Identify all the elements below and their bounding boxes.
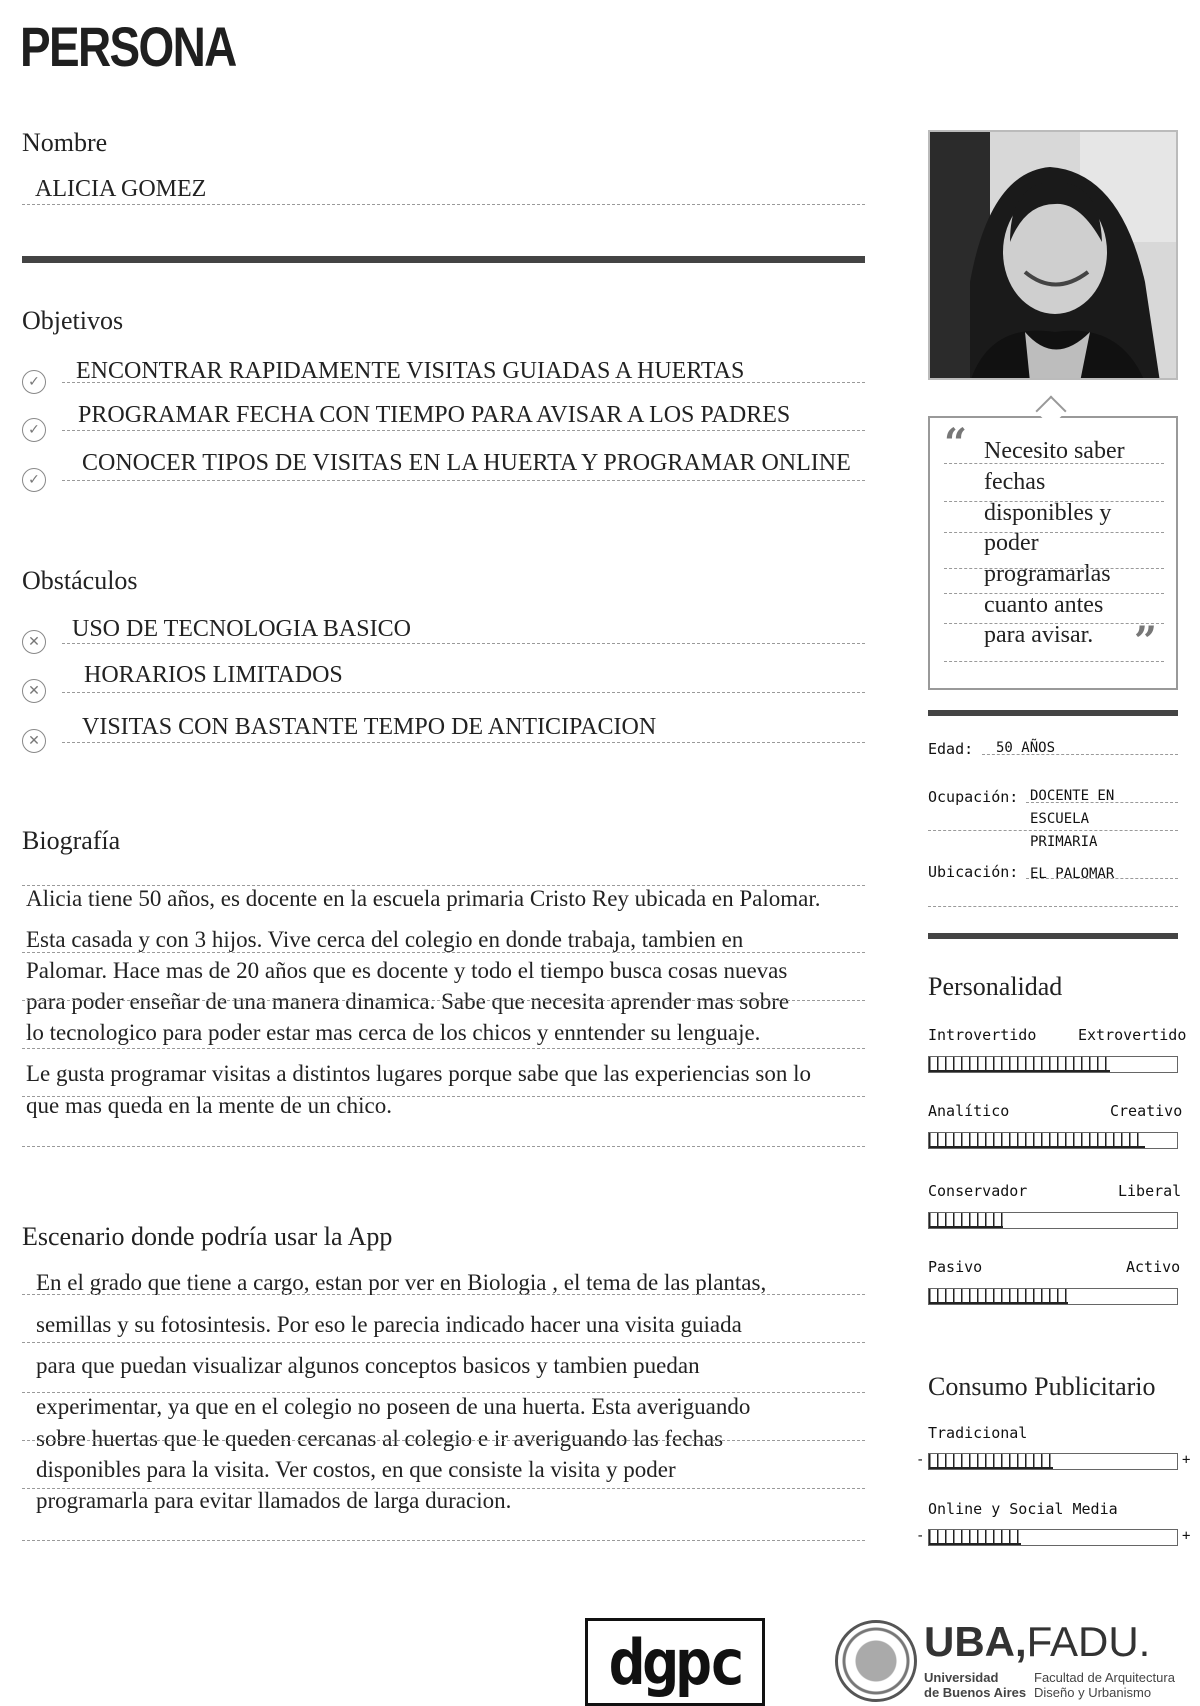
obstacle-underline xyxy=(62,643,865,644)
quote-underline xyxy=(944,661,1164,662)
occupation-underline xyxy=(928,830,1178,831)
trait-left-label: Introvertido xyxy=(928,1026,1037,1044)
bio-underline xyxy=(22,1048,865,1049)
bio-line: Palomar. Hace mas de 20 años que es docente y todo el tiempo busca cosas nuevas xyxy=(26,958,788,983)
quote-line: fechas xyxy=(984,469,1046,495)
uba-sub-line: Universidad xyxy=(924,1670,999,1685)
location-underline xyxy=(928,906,1178,907)
objective-item: PROGRAMAR FECHA CON TIEMPO PARA AVISAR A LOS PADRES xyxy=(78,402,791,428)
uba-fadu-logo xyxy=(924,1618,1150,1666)
bio-line: Esta casada y con 3 hijos. Vive cerca del colegio en donde trabaja, tambien en xyxy=(26,927,744,952)
dgpc-logo xyxy=(585,1618,765,1706)
x-icon: ✕ xyxy=(22,630,46,654)
trait-fill xyxy=(929,1289,1068,1304)
objective-underline xyxy=(62,382,865,383)
objective-item: ENCONTRAR RAPIDAMENTE VISITAS GUIADAS A HUERTAS xyxy=(76,358,745,384)
name-underline xyxy=(22,204,865,205)
bio-line: que mas queda en la mente de un chico. xyxy=(26,1093,392,1118)
quote-underline xyxy=(944,501,1164,502)
objectives-label: Objetivos xyxy=(22,306,124,335)
trait-fill xyxy=(929,1057,1110,1072)
objective-underline xyxy=(62,430,865,431)
quote-line: Necesito saber xyxy=(984,438,1125,464)
plus-label: + xyxy=(1182,1528,1191,1544)
objective-item: CONOCER TIPOS DE VISITAS EN LA HUERTA Y PROGRAMAR ONLINE xyxy=(82,450,851,476)
trait-right-label: Extrovertido xyxy=(1078,1026,1187,1044)
trait-fill xyxy=(929,1133,1145,1148)
obstacle-item: HORARIOS LIMITADOS xyxy=(84,662,343,688)
quote-line: poder xyxy=(984,530,1039,556)
quote-line: cuanto antes xyxy=(984,592,1104,618)
portrait-image xyxy=(930,132,1178,380)
open-quote-icon: “ xyxy=(944,420,968,467)
name-value: ALICIA GOMEZ xyxy=(35,176,207,202)
scenario-line: sobre huertas que le queden cercanas al colegio e ir averiguando las fechas xyxy=(36,1426,724,1451)
fadu-sub-line: Diseño y Urbanismo xyxy=(1034,1685,1152,1700)
location-label: Ubicación: xyxy=(928,863,1019,881)
trait-bar xyxy=(928,1288,1178,1305)
age-label: Edad: xyxy=(928,740,974,758)
scenario-underline xyxy=(22,1294,865,1295)
check-icon: ✓ xyxy=(22,468,46,492)
fadu-sub-line: Facultad de Arquitectura xyxy=(1034,1670,1175,1685)
channel-bar xyxy=(928,1529,1178,1546)
quote-line: disponibles y xyxy=(984,500,1112,526)
plus-label: + xyxy=(1182,1452,1191,1468)
bio-underline xyxy=(22,952,865,953)
bio-underline xyxy=(22,1000,865,1001)
check-icon: ✓ xyxy=(22,418,46,442)
location-underline xyxy=(1026,878,1178,879)
details-divider xyxy=(928,710,1178,716)
channel-bar xyxy=(928,1453,1178,1470)
scenario-underline xyxy=(22,1440,865,1441)
scenario-line: semillas y su fotosintesis. Por eso le parecia indicado hacer una visita guiada xyxy=(36,1312,742,1337)
quote-underline xyxy=(944,623,1164,624)
x-icon: ✕ xyxy=(22,729,46,753)
bio-underline xyxy=(22,1146,865,1147)
trait-left-label: Pasivo xyxy=(928,1258,983,1276)
trait-left-label: Conservador xyxy=(928,1182,1028,1200)
uba-logo-bold: UBA, xyxy=(924,1618,1027,1665)
quote-underline xyxy=(944,593,1164,594)
dgpc-logo-text: dgpc xyxy=(608,1625,742,1699)
obstacle-item: VISITAS CON BASTANTE TEMPO DE ANTICIPACION xyxy=(82,714,657,740)
name-label: Nombre xyxy=(22,128,108,157)
quote-underline xyxy=(944,568,1164,569)
scenario-underline xyxy=(22,1342,865,1343)
occupation-value: DOCENTE EN xyxy=(1030,788,1115,804)
trait-bar xyxy=(928,1056,1178,1073)
scenario-label: Escenario donde podría usar la App xyxy=(22,1222,393,1251)
trait-bar xyxy=(928,1132,1178,1149)
scenario-line: experimentar, ya que en el colegio no poseen de una huerta. Esta averiguando xyxy=(36,1394,751,1419)
occupation-label: Ocupación: xyxy=(928,788,1019,806)
section-divider xyxy=(22,256,865,263)
personality-label: Personalidad xyxy=(928,972,1063,1001)
biography-label: Biografía xyxy=(22,826,121,855)
objective-underline xyxy=(62,480,865,481)
quote-box xyxy=(928,416,1178,690)
obstacle-underline xyxy=(62,692,865,693)
trait-fill xyxy=(929,1213,1003,1228)
trait-right-label: Liberal xyxy=(1118,1182,1182,1200)
trait-right-label: Activo xyxy=(1126,1258,1181,1276)
channel-fill xyxy=(929,1530,1021,1545)
scenario-underline xyxy=(22,1540,865,1541)
obstacle-item: USO DE TECNOLOGIA BASICO xyxy=(72,616,411,642)
trait-right-label: Creativo xyxy=(1110,1102,1183,1120)
scenario-line: programarla para evitar llamados de larga duracion. xyxy=(36,1488,512,1513)
bio-line: Le gusta programar visitas a distintos lugares porque sabe que las experiencias son lo xyxy=(26,1061,811,1086)
minus-label: - xyxy=(916,1528,925,1544)
quote-line: programarlas xyxy=(984,561,1111,587)
quote-underline xyxy=(944,463,1164,464)
obstacle-underline xyxy=(62,742,865,743)
university-seal-icon xyxy=(835,1620,917,1702)
bio-line: Alicia tiene 50 años, es docente en la escuela primaria Cristo Rey ubicada en Palomar. xyxy=(26,886,821,911)
check-icon: ✓ xyxy=(22,370,46,394)
occupation-value: ESCUELA xyxy=(1030,811,1090,827)
trait-left-label: Analítico xyxy=(928,1102,1010,1120)
close-quote-icon: ” xyxy=(1134,618,1158,665)
channel-fill xyxy=(929,1454,1053,1469)
obstacles-label: Obstáculos xyxy=(22,566,138,595)
trait-bar xyxy=(928,1212,1178,1229)
page-title: PERSONA xyxy=(20,15,236,78)
scenario-line: para que puedan visualizar algunos conceptos basicos y tambien puedan xyxy=(36,1353,700,1378)
x-icon: ✕ xyxy=(22,679,46,703)
age-underline xyxy=(982,754,1178,755)
channel-label: Online y Social Media xyxy=(928,1500,1118,1518)
occupation-underline xyxy=(1026,802,1178,803)
scenario-line: En el grado que tiene a cargo, estan por ver en Biologia , el tema de las plantas, xyxy=(36,1270,767,1295)
minus-label: - xyxy=(916,1452,925,1468)
location-value: EL PALOMAR xyxy=(1030,866,1115,882)
personality-divider xyxy=(928,933,1178,939)
bio-line: lo tecnologico para poder estar mas cerca de los chicos y enntender su lenguaje. xyxy=(26,1020,761,1045)
fadu-logo-light: FADU. xyxy=(1026,1618,1151,1665)
occupation-value: PRIMARIA xyxy=(1030,834,1098,850)
channel-label: Tradicional xyxy=(928,1424,1028,1442)
bio-line: para poder enseñar de una manera dinamica. Sabe que necesita aprender mas sobre xyxy=(26,989,790,1014)
uba-sub-line: de Buenos Aires xyxy=(924,1685,1027,1700)
scenario-line: disponibles para la visita. Ver costos, en que consiste la visita y poder xyxy=(36,1457,676,1482)
advertising-label: Consumo Publicitario xyxy=(928,1372,1156,1401)
quote-line: para avisar. xyxy=(984,622,1094,648)
persona-photo xyxy=(928,130,1178,380)
quote-underline xyxy=(944,532,1164,533)
age-value: 50 AÑOS xyxy=(996,740,1056,756)
